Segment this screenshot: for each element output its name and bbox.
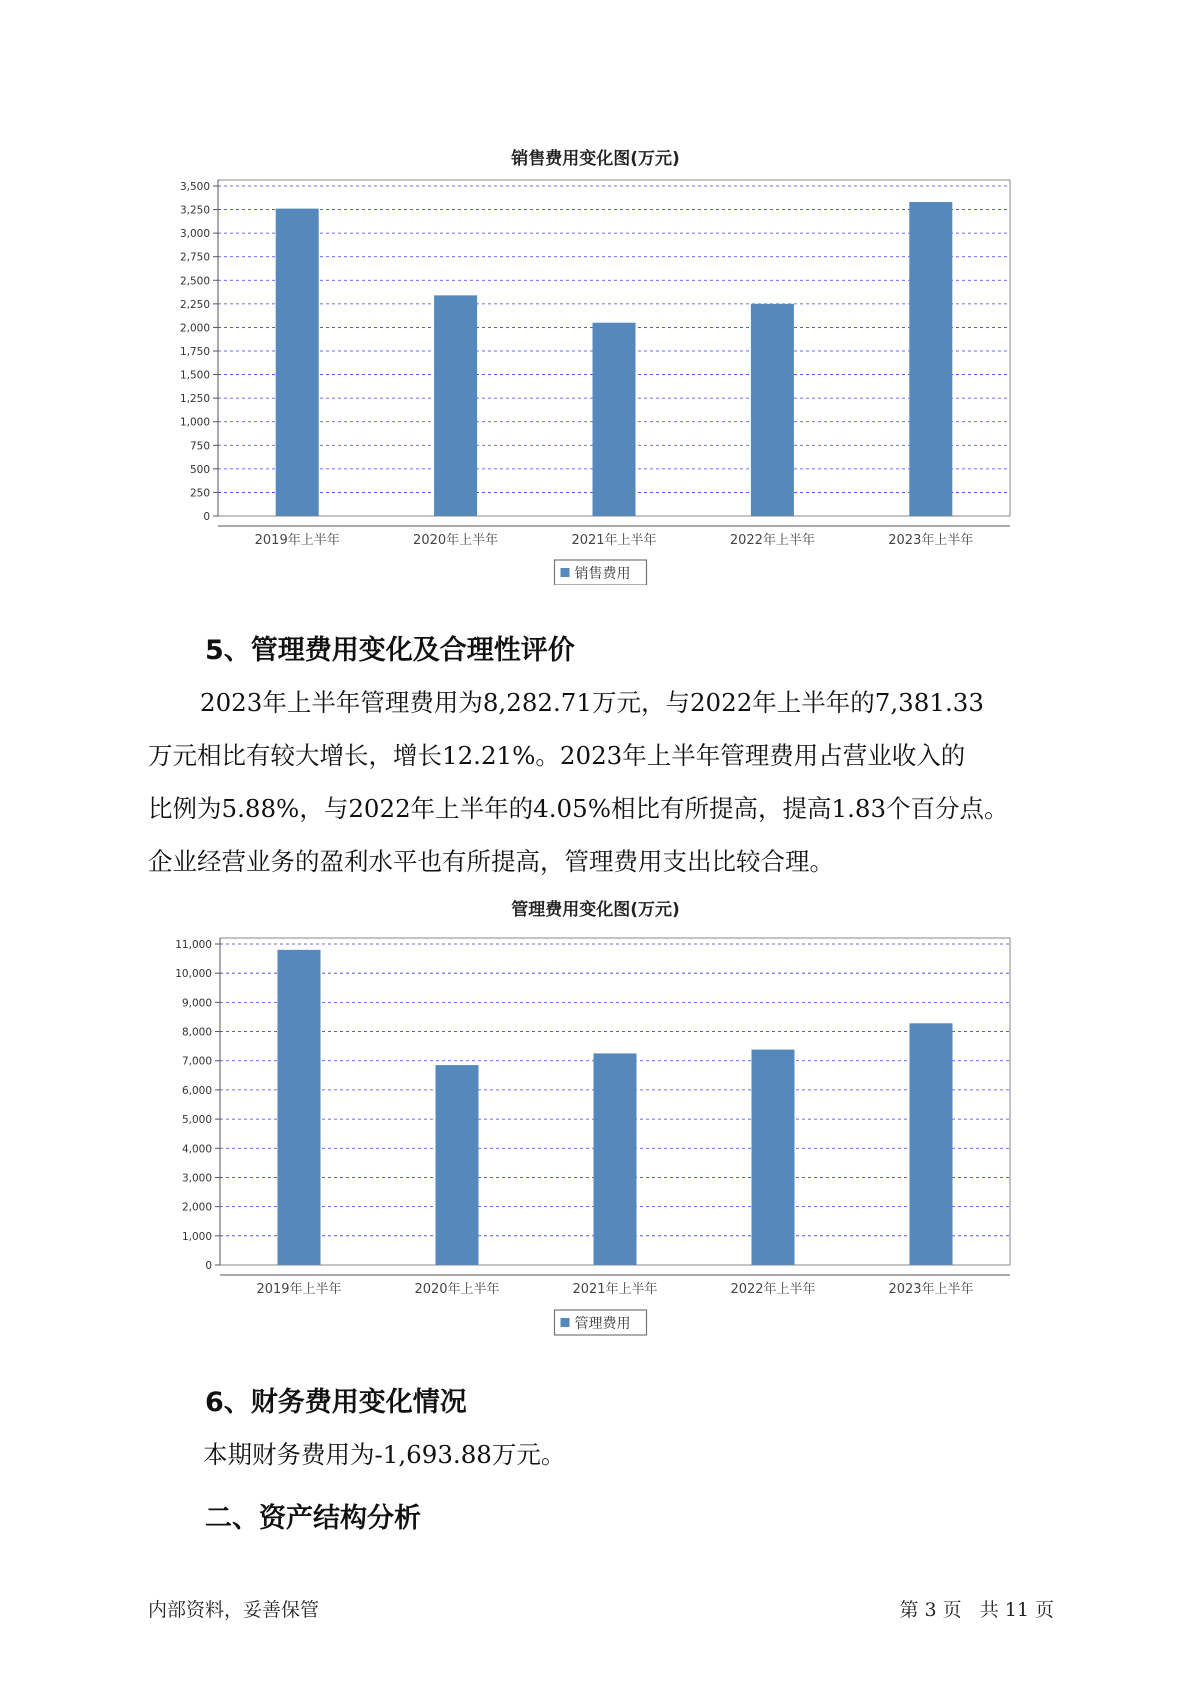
y-tick-label: 0 <box>203 511 210 523</box>
bar <box>276 209 319 516</box>
y-tick-label: 11,000 <box>175 939 212 951</box>
y-tick-label: 9,000 <box>181 997 212 1010</box>
legend <box>555 560 647 585</box>
y-tick-label: 250 <box>189 487 210 500</box>
sales-chart-title: 销售费用变化图(万元) <box>511 149 680 169</box>
legend-swatch <box>561 1318 570 1327</box>
section5-line-1: 2023年上半年管理费用为8,282.71万元，与2022年上半年的7,381.33 <box>200 688 984 717</box>
x-tick-label: 2021年上半年 <box>572 1282 658 1297</box>
y-tick-label: 3,500 <box>179 181 210 193</box>
y-tick-label: 1,000 <box>181 1230 212 1243</box>
section5-paragraph <box>148 676 1048 888</box>
y-tick-label: 500 <box>189 463 210 476</box>
x-tick-label: 2019年上半年 <box>254 533 340 548</box>
x-tick-label: 2021年上半年 <box>571 533 657 548</box>
bar <box>909 202 952 516</box>
y-tick-label: 1,750 <box>179 346 210 358</box>
x-tick-label: 2019年上半年 <box>256 1282 342 1297</box>
bar <box>751 304 794 516</box>
y-tick-label: 10,000 <box>175 968 212 981</box>
bar <box>752 1050 795 1265</box>
x-tick-label: 2023年上半年 <box>888 533 974 548</box>
y-tick-label: 8,000 <box>181 1026 212 1039</box>
legend-label: 销售费用 <box>574 566 631 582</box>
sales-expense-chart <box>0 165 1191 585</box>
section-two-heading: 二、资产结构分析 <box>205 1503 421 1534</box>
section5-line-2: 万元相比有较大增长，增长12.21%。2023年上半年管理费用占营业收入的 <box>148 741 966 770</box>
footer-left: 内部资料，妥善保管 <box>148 1599 320 1621</box>
bar <box>434 295 477 516</box>
x-tick-label: 2023年上半年 <box>888 1282 974 1297</box>
bar <box>436 1065 479 1265</box>
y-tick-label: 1,250 <box>179 393 210 406</box>
bar <box>278 950 321 1265</box>
bar <box>593 323 636 516</box>
y-tick-label: 4,000 <box>181 1143 212 1156</box>
y-tick-label: 1,500 <box>179 369 210 382</box>
x-tick-label: 2022年上半年 <box>729 533 815 548</box>
y-tick-label: 2,000 <box>179 322 210 335</box>
y-tick-label: 7,000 <box>181 1055 212 1068</box>
x-tick-label: 2020年上半年 <box>414 1282 500 1297</box>
section6-heading: 6、财务费用变化情况 <box>205 1387 467 1418</box>
section6-line: 本期财务费用为-1,693.88万元。 <box>203 1440 566 1469</box>
admin-chart-title: 管理费用变化图(万元) <box>511 900 680 920</box>
y-tick-label: 0 <box>205 1260 212 1272</box>
y-tick-label: 2,000 <box>181 1201 212 1214</box>
y-tick-label: 1,000 <box>179 416 210 429</box>
y-tick-label: 2,750 <box>179 251 210 264</box>
y-tick-label: 3,250 <box>179 204 210 217</box>
x-tick-label: 2022年上半年 <box>730 1282 816 1297</box>
section5-line-4: 企业经营业务的盈利水平也有所提高，管理费用支出比较合理。 <box>148 847 834 876</box>
admin-expense-chart <box>0 915 1191 1345</box>
x-tick-label: 2020年上半年 <box>413 533 499 548</box>
legend <box>555 1310 647 1335</box>
y-tick-label: 3,000 <box>181 1172 212 1185</box>
y-tick-label: 2,250 <box>179 298 210 311</box>
legend-swatch <box>561 568 570 577</box>
y-tick-label: 5,000 <box>181 1114 212 1127</box>
y-tick-label: 750 <box>189 440 210 453</box>
y-tick-label: 3,000 <box>179 228 210 241</box>
y-tick-label: 2,500 <box>179 275 210 288</box>
footer-page-number: 第 3 页 共 11 页 <box>899 1599 1054 1621</box>
y-tick-label: 6,000 <box>181 1084 212 1097</box>
bar <box>594 1053 637 1265</box>
legend-label: 管理费用 <box>574 1316 631 1332</box>
section5-heading: 5、管理费用变化及合理性评价 <box>205 635 575 666</box>
section5-line-3: 比例为5.88%，与2022年上半年的4.05%相比有所提高，提高1.83个百分点。 <box>148 794 1009 823</box>
section6-paragraph <box>203 1428 1103 1481</box>
bar <box>910 1023 953 1265</box>
